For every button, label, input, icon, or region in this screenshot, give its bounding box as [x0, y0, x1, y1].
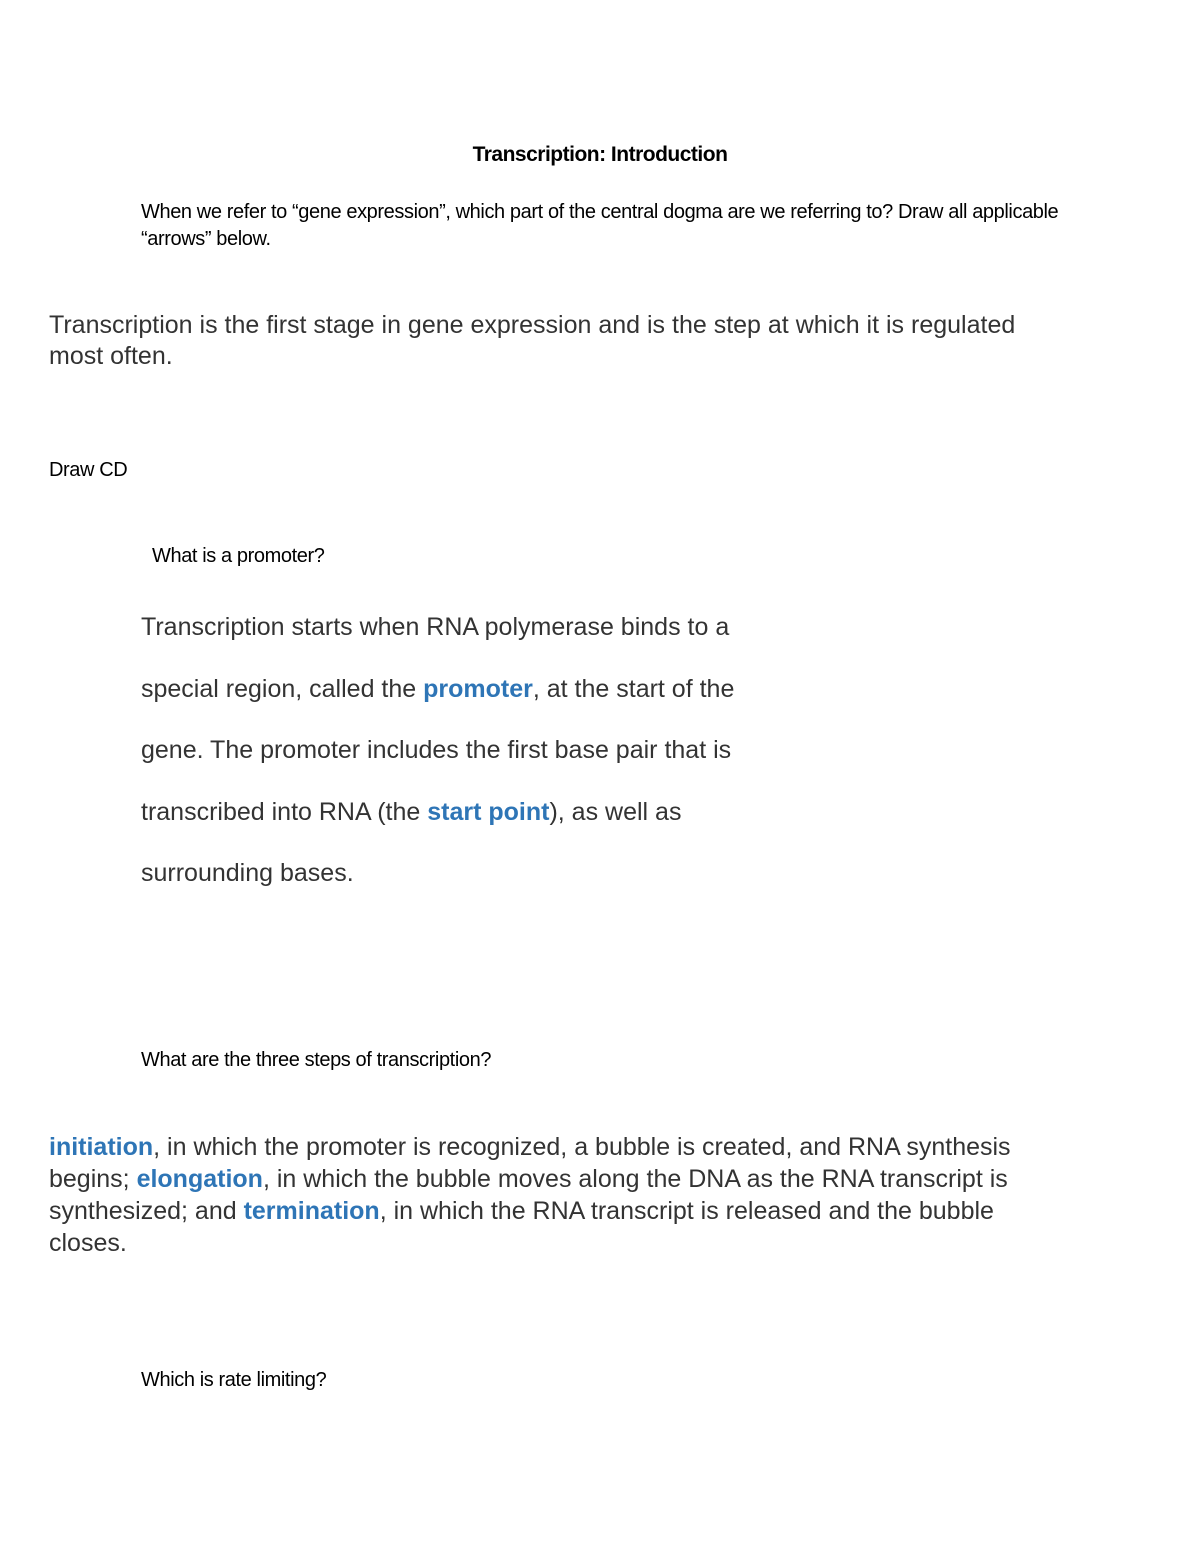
promoter-answer — [141, 597, 781, 905]
steps-answer-text-1: , in which the promoter is recognized, a bubble is created, and RNA synthesis begins; — [49, 1133, 1011, 1193]
promoter-answer-text-1: Transcription starts when RNA polymerase binds to a special region, called the — [141, 613, 730, 703]
steps-answer-text-3: , in which the RNA transcript is released and the bubble closes. — [49, 1197, 994, 1257]
term-initiation: initiation — [49, 1133, 154, 1161]
question-three-steps: What are the three steps of transcription? — [141, 1049, 492, 1071]
question-promoter: What is a promoter? — [152, 545, 325, 567]
steps-answer-text-2: , in which the bubble moves along the DNA as the RNA transcript is synthesized; and — [49, 1165, 1008, 1225]
question-rate-limiting: Which is rate limiting? — [141, 1369, 327, 1391]
promoter-answer-text-2: , at the start of the gene. The promoter includes the first base pair that is transcribed into RNA (the — [141, 674, 735, 826]
term-elongation: elongation — [136, 1165, 263, 1193]
statement-first-stage: Transcription is the first stage in gene expression and is the step at which it is regulated most often. — [49, 311, 1016, 370]
question-gene-expression: When we refer to “gene expression”, which part of the central dogma are we referring to? Draw all applicable “arrows” below. — [141, 201, 1059, 250]
promoter-answer-text-3: ), as well as surrounding bases. — [141, 797, 682, 887]
term-start-point: start point — [427, 797, 550, 826]
document-title: Transcription: Introduction — [472, 143, 728, 166]
term-termination: termination — [243, 1197, 380, 1225]
steps-answer — [49, 1131, 1049, 1259]
term-promoter: promoter — [423, 674, 533, 703]
draw-cd-label: Draw CD — [49, 459, 128, 481]
